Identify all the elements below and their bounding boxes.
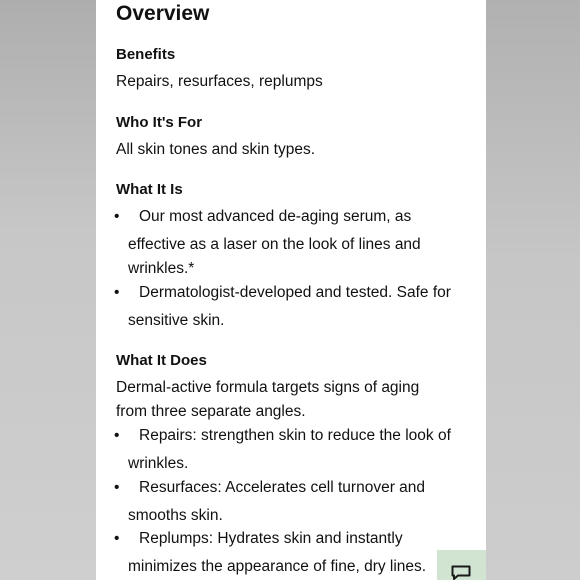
list-item-text: effective as a laser on the look of lines and [128,236,421,253]
chat-button[interactable] [437,550,486,580]
list-item-text: minimizes the appearance of fine, dry lines. [128,558,427,575]
what-it-does-intro: from three separate angles. [116,403,306,420]
chat-icon [451,565,471,580]
bullet-icon: • [114,427,120,444]
who-its-for-text: All skin tones and skin types. [116,141,316,158]
what-it-is-heading: What It Is [116,181,183,198]
benefits-text: Repairs, resurfaces, replumps [116,73,323,90]
what-it-does-heading: What It Does [116,352,207,369]
background-left [0,0,96,580]
bullet-icon: • [114,530,120,547]
what-it-does-intro: Dermal-active formula targets signs of aging [116,379,420,396]
bullet-icon: • [114,479,120,496]
overview-title: Overview [116,2,210,25]
list-item-text: wrinkles. [128,455,189,472]
benefits-heading: Benefits [116,46,176,63]
list-item-text: wrinkles.* [128,260,195,277]
list-item-text: Repairs: strengthen skin to reduce the look of [139,427,451,444]
list-item-text: Resurfaces: Accelerates cell turnover and [139,479,426,496]
bullet-icon: • [114,284,120,301]
background-right [486,0,580,580]
list-item-text: smooths skin. [128,507,223,524]
bullet-icon: • [114,208,120,225]
product-details-panel [96,0,486,580]
who-its-for-heading: Who It's For [116,114,203,131]
list-item-text: Replumps: Hydrates skin and instantly [139,530,403,547]
list-item-text: Our most advanced de-aging serum, as [139,208,412,225]
list-item-text: sensitive skin. [128,312,225,329]
list-item-text: Dermatologist-developed and tested. Safe for [139,284,451,301]
